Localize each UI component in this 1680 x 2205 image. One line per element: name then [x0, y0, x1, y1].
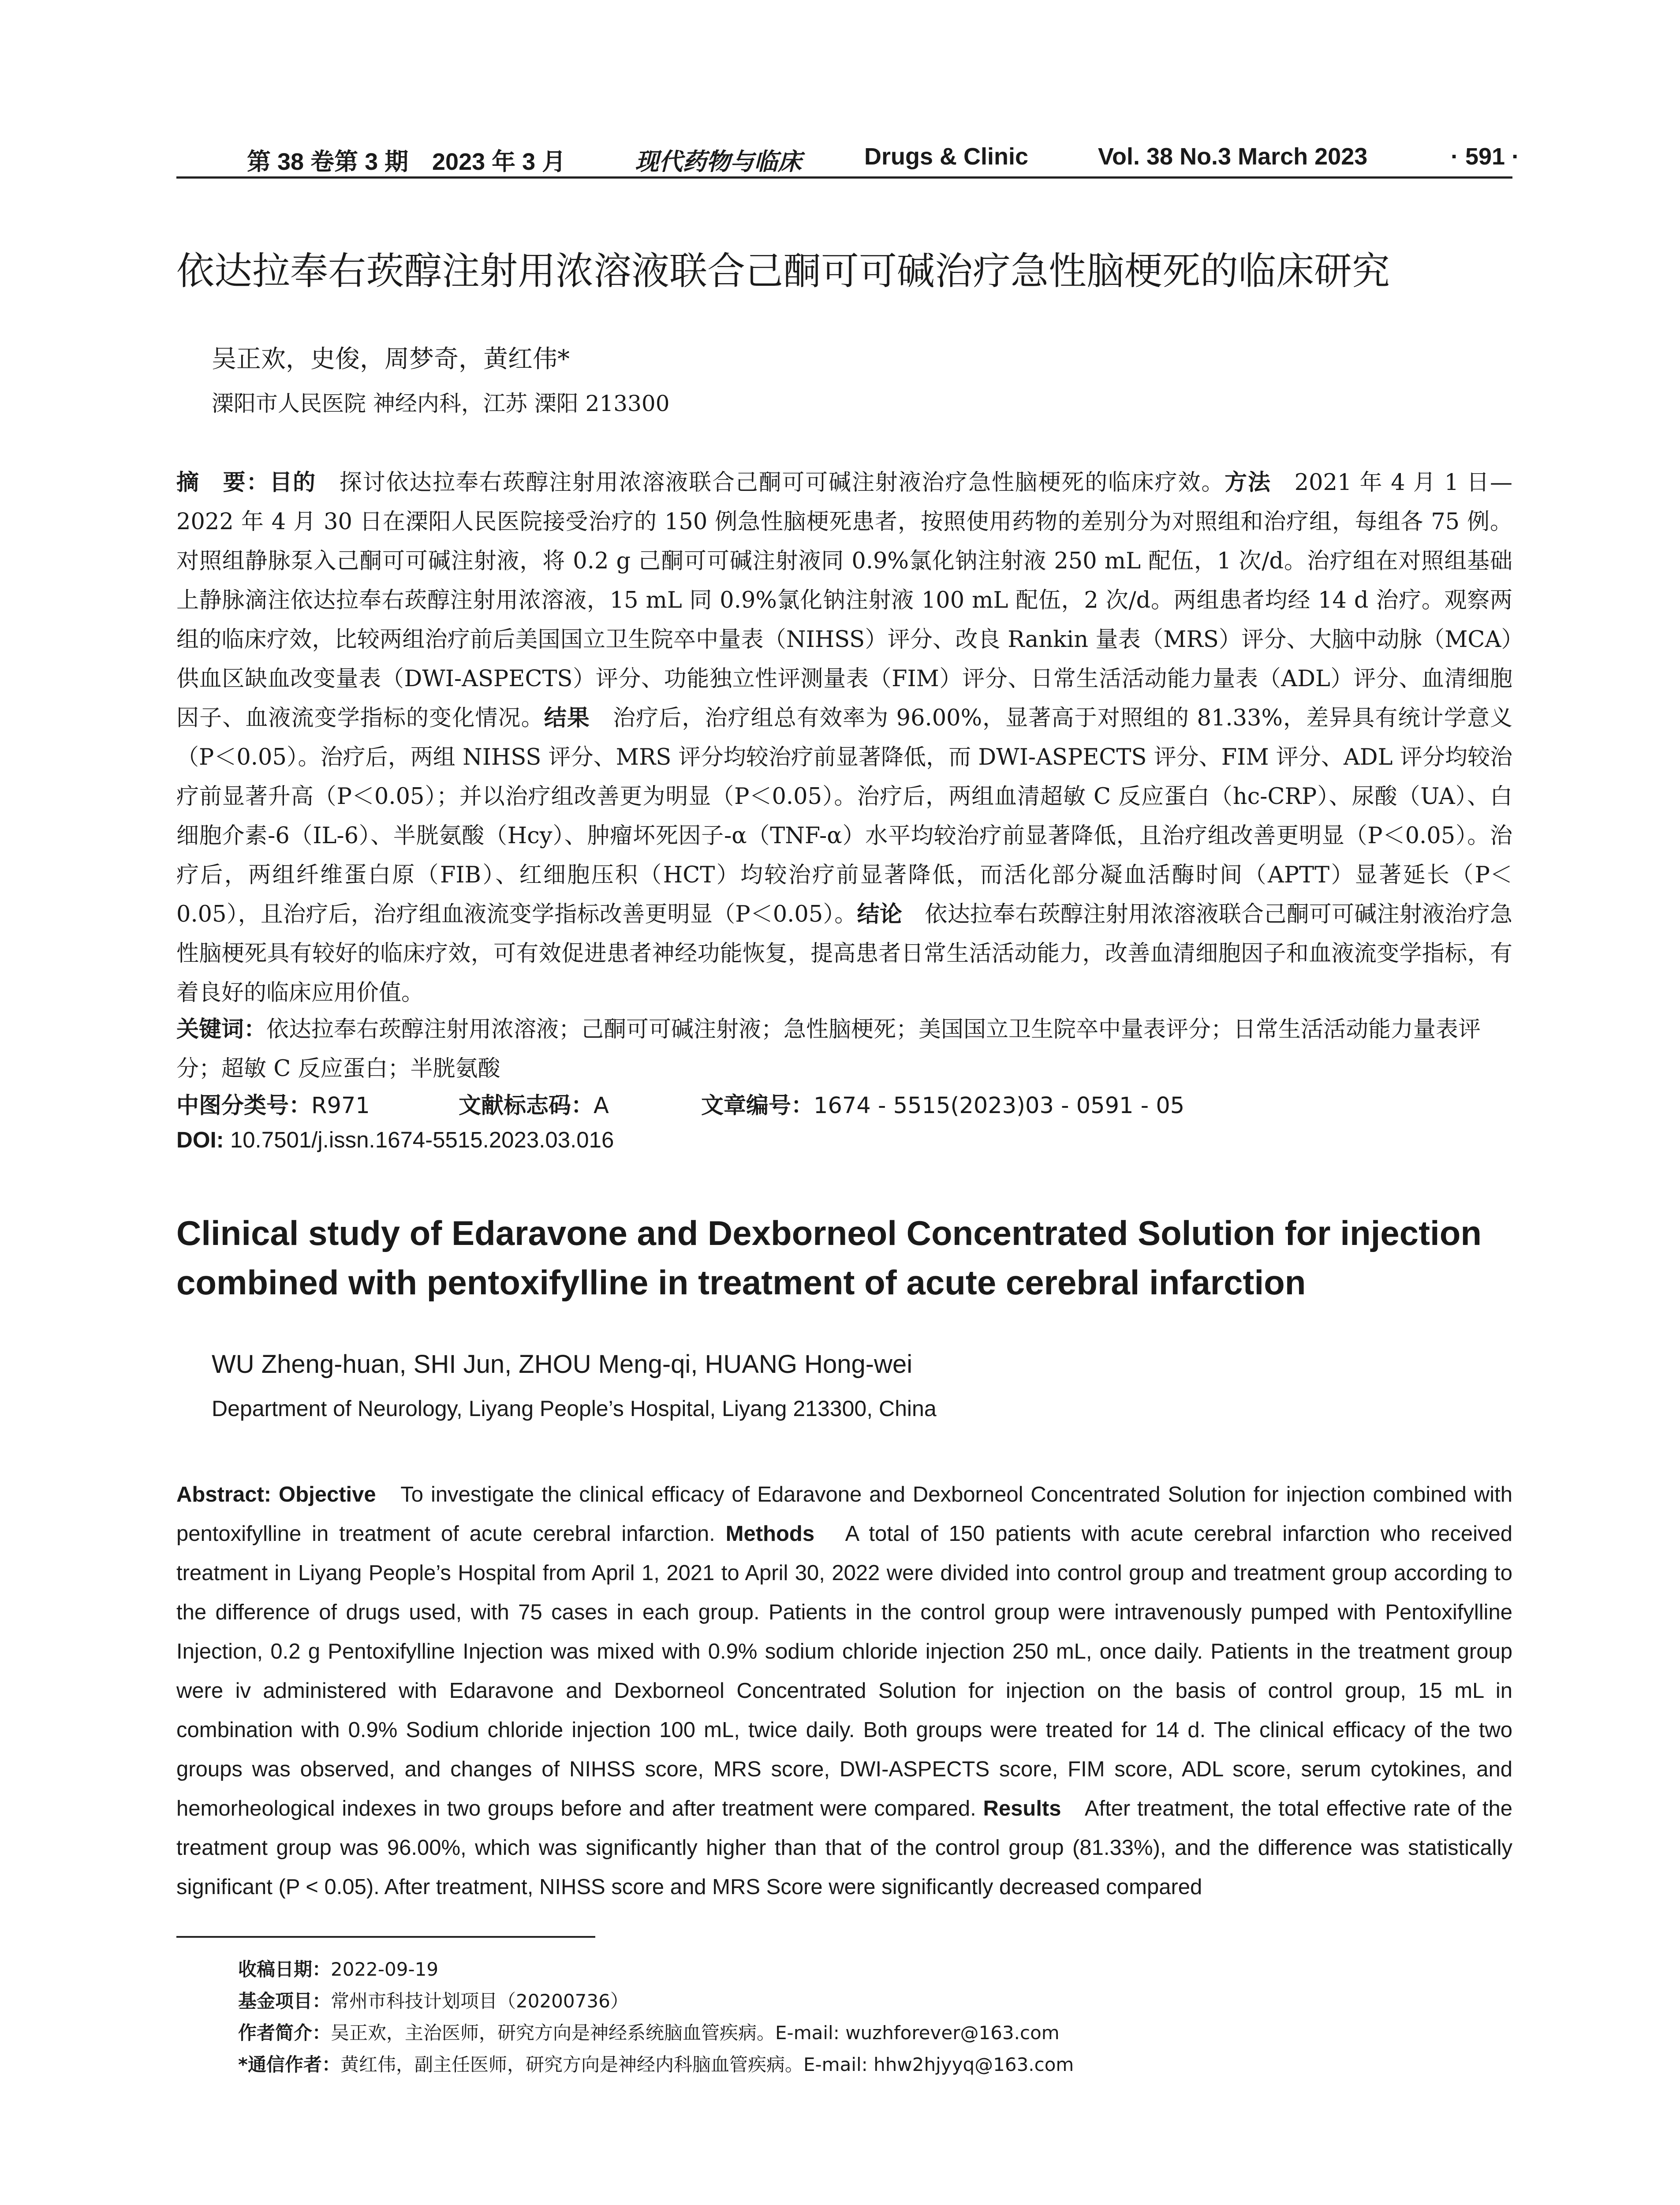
corr-value: 黄红伟，副主任医师，研究方向是神经内科脑血管疾病。E-mail: hhw2hjyyq@163.com: [340, 2054, 1074, 2075]
authors-en: WU Zheng-huan, SHI Jun, ZHOU Meng-qi, HUANG Hong-wei: [212, 1350, 913, 1379]
document-code: [459, 1087, 609, 1120]
methods-en: A total of 150 patients with acute cerebral infarction who received treatment in Liyang People’s Hospital from April 1, 2021 to April 30, 2022 were divided into control group and treatment group according to the difference of drugs used, with 75 cases in each group. Patients in the control group were intravenously pumped with Pentoxifylline Injection, 0.2 g Pentoxifylline Injection was mixed with 0.9% sodium chloride injection 250 mL, once daily. Patients in the treatment group were iv administered with Edaravone and Dexborneol Concentrated Solution for injection on the basis of control group, 15 mL in combination with 0.9% Sodium chloride injection 100 mL, twice daily. Both groups were treated for 14 d. The clinical efficacy of the two groups was observed, and changes of NIHSS score, MRS score, DWI-ASPECTS score, FIM score, ADL score, serum cytokines, and hemorheological indexes in two groups before and after treatment were compared.: [176, 1522, 1512, 1820]
methods-label-cn: 方法: [1225, 470, 1271, 496]
fund-value: 常州市科技计划项目（20200736）: [331, 1990, 629, 2012]
footnote-corresponding: [238, 2049, 1074, 2081]
keywords-text-cn: 依达拉奉右莰醇注射用浓溶液；己酮可可碱注射液；急性脑梗死；美国国立卫生院卒中量表评分；日常生活活动能力量表评分；超敏 C 反应蛋白；半胱氨酸: [176, 1017, 1481, 1082]
footnote-fund: [238, 1985, 1074, 2017]
clc-number: [176, 1087, 370, 1120]
fund-label: 基金项目：: [238, 1990, 331, 2012]
doi-value[interactable]: 10.7501/j.issn.1674-5515.2023.03.016: [230, 1127, 614, 1152]
footnotes: [238, 1954, 1074, 2081]
doi-label: DOI:: [176, 1127, 224, 1152]
article-number: [701, 1087, 1184, 1120]
article-value: 1674 - 5515(2023)03 - 0591 - 05: [814, 1093, 1185, 1119]
objective-label-cn: 目的: [269, 470, 316, 496]
doc-value: A: [594, 1093, 609, 1119]
running-head: [176, 140, 1520, 180]
conclusion-label-cn: 结论: [857, 901, 903, 927]
title-en: [176, 1208, 1521, 1307]
date-cn: 2023 年 3 月: [432, 149, 566, 175]
results-label-en: Results: [983, 1797, 1061, 1820]
page-number: · 591 ·: [1451, 143, 1520, 170]
author-value: 吴正欢，主治医师，研究方向是神经系统脑血管疾病。E-mail: wuzhforever@163.com: [331, 2022, 1060, 2044]
abstract-label-en: Abstract: Objective: [176, 1483, 376, 1506]
title-en-line-1: Clinical study of Edaravone and Dexborneol Concentrated Solution for injection: [176, 1214, 1482, 1252]
objective-en: To investigate the clinical efficacy of Edaravone and Dexborneol Concentrated Solution for injection combined with pentoxifylline in treatment of acute cerebral infarction.: [176, 1483, 1512, 1546]
affiliation-cn: 溧阳市人民医院 神经内科，江苏 溧阳 213300: [212, 391, 670, 416]
affiliation-en: Department of Neurology, Liyang People’s Hospital, Liyang 213300, China: [212, 1396, 937, 1421]
results-en: After treatment, the total effective rate of the treatment group was 96.00%, which was significantly higher than that of the control group (81.33%), and the difference was statistically significant (P < 0.05). After treatment, NIHSS score and MRS Score were significantly decreased compared: [176, 1797, 1512, 1899]
results-label-cn: 结果: [544, 705, 590, 731]
issue-en: Vol. 38 No.3 March 2023: [1098, 143, 1368, 170]
abstract-label-cn: 摘 要：: [176, 470, 270, 496]
results-cn: 治疗后，治疗组总有效率为 96.00%，显著高于对照组的 81.33%，差异具有统计学意义（P＜0.05）。治疗后，两组 NIHSS 评分、MRS 评分均较治疗前显著降低，而 DWI-ASPECTS 评分、FIM 评分、ADL 评分均较治疗前显著升高（P＜0.05）；并以治疗组改善更为明显（P＜0.05）。治疗后，两组血清超敏 C 反应蛋白（hc-CRP）、尿酸（UA）、白细胞介素-6（IL-6）、半胱氨酸（Hcy）、肿瘤坏死因子-α（TNF-α）水平均较治疗前显著降低，且治疗组改善更明显（P＜0.05）。治疗后，两组纤维蛋白原（FIB）、红细胞压积（HCT）均较治疗前显著降低，而活化部分凝血活酶时间（APTT）显著延长（P＜0.05），且治疗后，治疗组血液流变学指标改善更明显（P＜0.05）。: [176, 705, 1512, 927]
corr-label: *通信作者：: [238, 2054, 340, 2075]
keywords-label-cn: 关键词：: [176, 1017, 267, 1043]
methods-cn: 2021 年 4 月 1 日—2022 年 4 月 30 日在溧阳人民医院接受治疗的 150 例急性脑梗死患者，按照使用药物的差别分为对照组和治疗组，每组各 75 例。对照组静脉泵入己酮可可碱注射液，将 0.2 g 己酮可可碱注射液同 0.9%氯化钠注射液 250 mL 配伍，1 次/d。治疗组在对照组基础上静脉滴注依达拉奉右莰醇注射用浓溶液，15 mL 同 0.9%氯化钠注射液 100 mL 配伍，2 次/d。两组患者均经 14 d 治疗。观察两组的临床疗效，比较两组治疗前后美国国立卫生院卒中量表（NIHSS）评分、改良 Rankin 量表（MRS）评分、大脑中动脉（MCA）供血区缺血改变量表（DWI-ASPECTS）评分、功能独立性评测量表（FIM）评分、日常生活活动能力量表（ADL）评分、血清细胞因子、血液流变学指标的变化情况。: [176, 470, 1512, 731]
methods-label-en: Methods: [725, 1522, 815, 1546]
footnote-received: [238, 1954, 1074, 1985]
doc-label: 文献标志码：: [459, 1093, 594, 1119]
issue-cn: 第 38 卷第 3 期: [247, 149, 409, 175]
objective-cn: 探讨依达拉奉右莰醇注射用浓溶液联合己酮可可碱注射液治疗急性脑梗死的临床疗效。: [316, 470, 1225, 496]
article-label: 文章编号：: [701, 1093, 814, 1119]
received-label: 收稿日期：: [238, 1958, 331, 1980]
clc-label: 中图分类号：: [176, 1093, 312, 1119]
author-label: 作者简介：: [238, 2022, 331, 2044]
footnote-rule: [176, 1936, 595, 1938]
title-en-line-2: combined with pentoxifylline in treatment of acute cerebral infarction: [176, 1263, 1306, 1302]
journal-name-en: Drugs & Clinic: [864, 143, 1029, 170]
abstract-en: [176, 1475, 1512, 1907]
conclusion-cn: 依达拉奉右莰醇注射用浓溶液联合己酮可可碱注射液治疗急性脑梗死具有较好的临床疗效，可有效促进患者神经功能恢复，提高患者日常生活活动能力，改善血清细胞因子和血液流变学指标，有着良好的临床应用价值。: [176, 901, 1512, 1006]
footnote-author: [238, 2017, 1074, 2049]
journal-name-cn: 现代药物与临床: [635, 147, 802, 176]
doi: [176, 1127, 614, 1153]
clc-value: R971: [311, 1093, 370, 1119]
keywords-cn: [176, 1010, 1512, 1088]
received-value: 2022-09-19: [331, 1958, 439, 1980]
title-cn: 依达拉奉右莰醇注射用浓溶液联合己酮可可碱治疗急性脑梗死的临床研究: [176, 249, 1390, 293]
authors-cn: 吴正欢，史俊，周梦奇，黄红伟*: [212, 345, 570, 374]
abstract-cn: [176, 463, 1512, 1013]
header-rule: [176, 176, 1512, 179]
